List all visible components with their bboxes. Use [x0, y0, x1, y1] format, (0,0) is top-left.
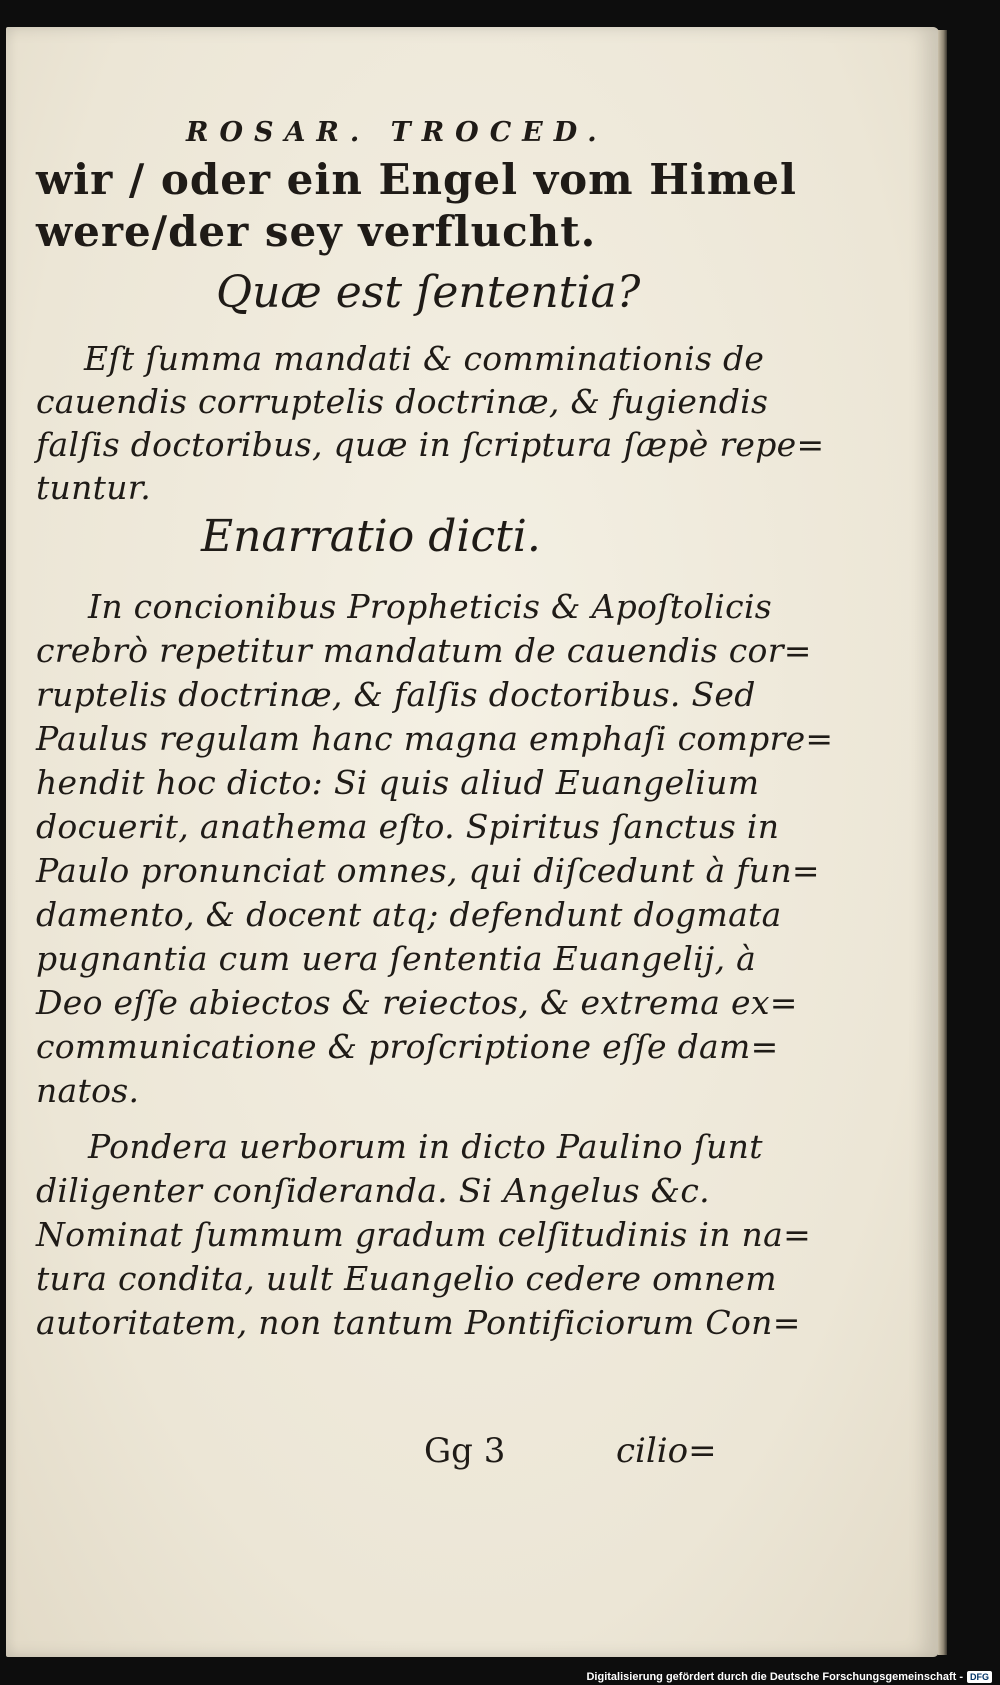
paragraph-line: Nominat ſummum gradum celſitudinis in na= [36, 1215, 812, 1254]
paragraph-line: tura condita, uult Euangelio cedere omnem [36, 1259, 777, 1298]
paragraph-line: natos. [36, 1071, 140, 1110]
paragraph-line: damento, & docent atq; defendunt dogmata [36, 895, 782, 934]
blackletter-line: wir / oder ein Engel vom Himel [36, 155, 797, 204]
credit-text: Digitalisierung gefördert durch die Deutsche Forschungsgemeinschaft - [586, 1671, 963, 1683]
answer-line: cauendis corruptelis doctrinæ, & fugiendis [36, 382, 769, 421]
paragraph-line: Pondera uerborum in dicto Paulino ſunt [88, 1127, 763, 1166]
paragraph-line: pugnantia cum uera ſententia Euangelij, à [36, 939, 757, 978]
paragraph-line: Paulus regulam hanc magna emphaſi compre= [36, 719, 834, 758]
question-heading: Quæ est ſententia? [216, 267, 641, 318]
answer-line: tuntur. [36, 468, 152, 507]
digitization-credit [586, 1671, 992, 1683]
paragraph-line: Deo eſſe abiectos & reiectos, & extrema ex= [36, 983, 798, 1022]
catchword: cilio= [616, 1431, 717, 1471]
dfg-logo: DFG [967, 1671, 992, 1683]
page-edge [938, 30, 947, 1655]
running-head: ROSAR. TROCED. [186, 117, 608, 148]
paragraph-line: ruptelis doctrinæ, & falſis doctoribus. Sed [36, 675, 756, 714]
answer-line: falſis doctoribus, quæ in ſcriptura ſæpè repe= [36, 425, 825, 464]
paragraph-line: docuerit, anathema eſto. Spiritus ſanctus in [36, 807, 780, 846]
paragraph-line: In concionibus Propheticis & Apoſtolicis [88, 587, 773, 626]
blackletter-line: were/der sey verflucht. [36, 207, 597, 256]
book-page [6, 27, 939, 1657]
paragraph-line: autoritatem, non tantum Pontificiorum Con= [36, 1303, 801, 1342]
paragraph-line: diligenter conſideranda. Si Angelus &c. [36, 1171, 710, 1210]
paragraph-line: crebrò repetitur mandatum de cauendis cor= [36, 631, 812, 670]
section-heading: Enarratio dicti. [201, 511, 541, 562]
answer-line: Eſt ſumma mandati & comminationis de [84, 339, 765, 378]
signature-mark: Gg 3 [424, 1431, 506, 1471]
paragraph-line: hendit hoc dicto: Si quis aliud Euangelium [36, 763, 760, 802]
paragraph-line: Paulo pronunciat omnes, qui diſcedunt à fun= [36, 851, 820, 890]
paragraph-line: communicatione & proſcriptione eſſe dam= [36, 1027, 779, 1066]
